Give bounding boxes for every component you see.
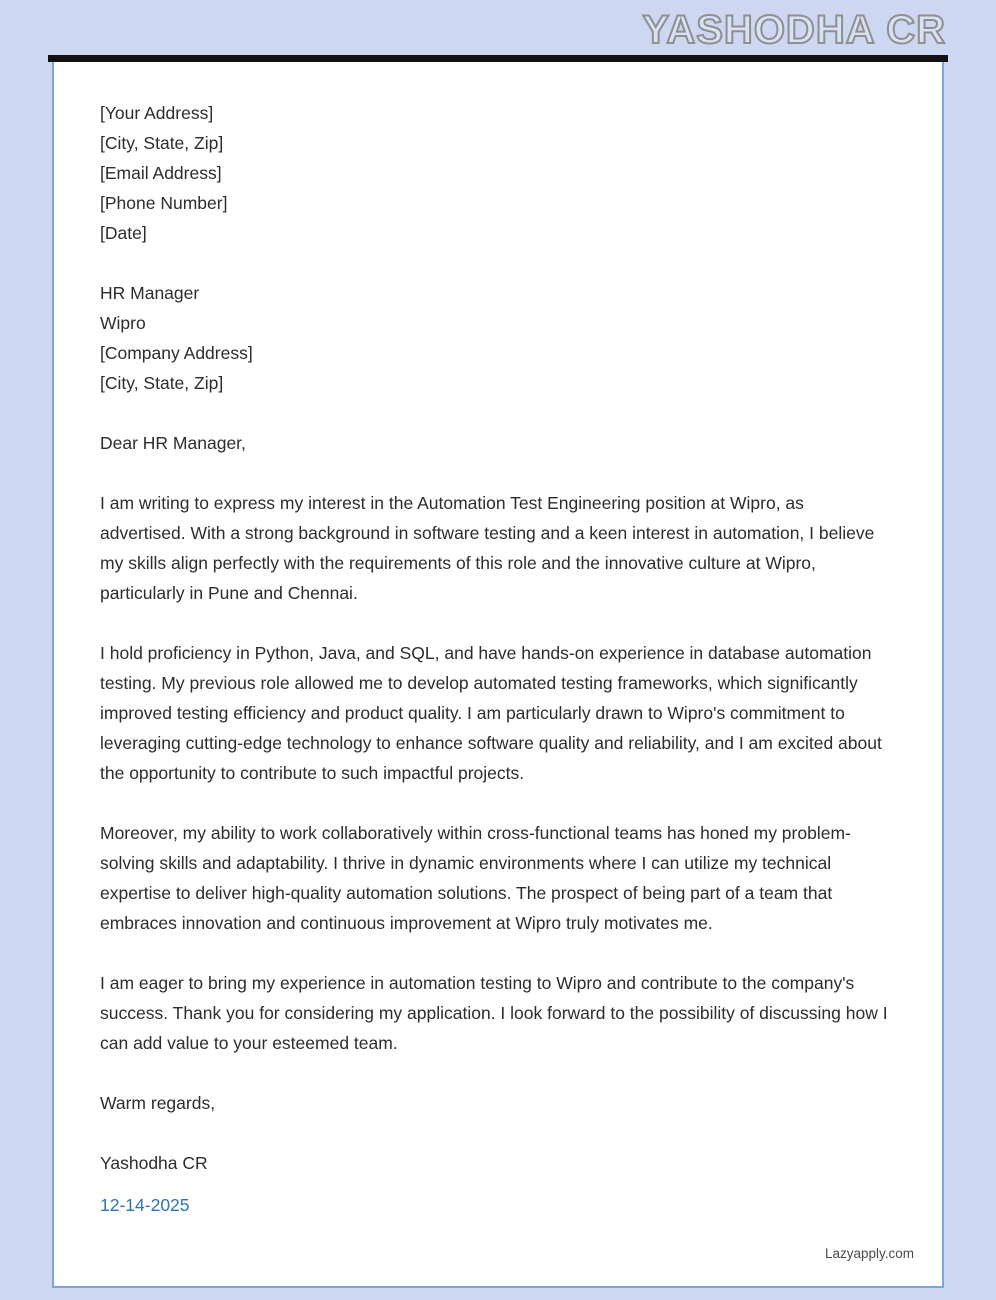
page-title: YASHODHA CR [642, 8, 946, 52]
letter-page [52, 62, 944, 1288]
sender-address-block [100, 98, 888, 248]
recipient-address-line: [City, State, Zip] [100, 373, 224, 393]
recipient-address-line: HR Manager [100, 283, 200, 303]
header-divider [48, 55, 948, 62]
paragraph-skills: I hold proficiency in Python, Java, and SQL, and have hands-on experience in database automation testing. My previous role allowed me to develop automated testing frameworks, which significantly improved testing efficiency and product quality. I am particularly drawn to Wipro's commitment to leveraging cutting-edge technology to enhance software quality and reliability, and I am excited about the opportunity to contribute to such impactful projects. [100, 643, 882, 783]
letter-date: 12-14-2025 [100, 1195, 190, 1215]
paragraph-intro: I am writing to express my interest in the Automation Test Engineering position at Wipro, as advertised. With a strong background in software testing and a keen interest in automation, I believe my skills align perfectly with the requirements of this role and the innovative culture at Wipro, particularly in Pune and Chennai. [100, 493, 875, 603]
recipient-address-block [100, 278, 888, 398]
sender-address-line: [Date] [100, 223, 147, 243]
recipient-address-line: [Company Address] [100, 343, 253, 363]
sender-address-line: [Phone Number] [100, 193, 228, 213]
recipient-address-line: Wipro [100, 313, 146, 333]
watermark-branding: Lazyapply.com [824, 1246, 914, 1261]
paragraph-teamwork: Moreover, my ability to work collaboratively within cross-functional teams has honed my problem-solving skills and adaptability. I thrive in dynamic environments where I can utilize my technical expertise to deliver high-quality automation solutions. The prospect of being part of a team that embraces innovation and continuous improvement at Wipro truly motivates me. [100, 823, 851, 933]
signature-name: Yashodha CR [100, 1153, 208, 1173]
sender-address-line: [Email Address] [100, 163, 222, 183]
closing: Warm regards, [100, 1093, 216, 1113]
sender-address-line: [City, State, Zip] [100, 133, 224, 153]
paragraph-conclusion: I am eager to bring my experience in automation testing to Wipro and contribute to the company's success. Thank you for considering my application. I look forward to the possibility of discussing how I can add value to your esteemed team. [100, 973, 888, 1053]
salutation: Dear HR Manager, [100, 433, 246, 453]
letter-content [54, 62, 942, 1220]
sender-address-line: [Your Address] [100, 103, 214, 123]
